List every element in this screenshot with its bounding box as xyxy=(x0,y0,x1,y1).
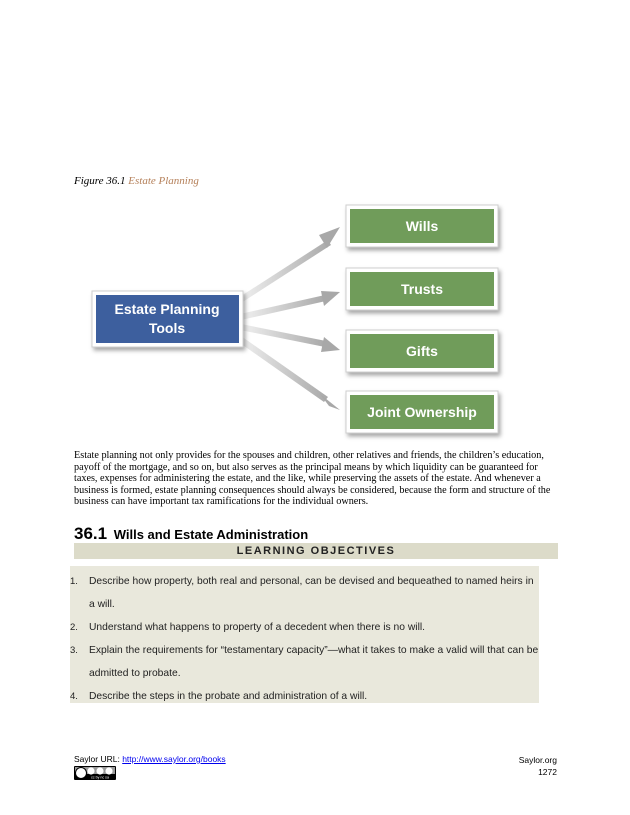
list-item-text: Describe the steps in the probate and administration of a will. xyxy=(89,691,368,702)
list-item xyxy=(70,685,539,708)
target-label-wills: Wills xyxy=(405,218,439,234)
list-item-text: Describe how property, both real and personal, can be devised and bequeathed to named heirs in a will. xyxy=(89,576,534,610)
list-item-number: 4. xyxy=(70,691,78,702)
list-item xyxy=(70,639,539,685)
footer-right xyxy=(519,754,557,778)
list-item-text: Understand what happens to property of a decedent when there is no will. xyxy=(89,622,426,633)
section-number: 36.1 xyxy=(74,524,108,543)
list-item-number: 1. xyxy=(70,576,78,587)
arrow-to-trusts xyxy=(240,291,340,320)
learning-objectives-header: LEARNING OBJECTIVES xyxy=(74,543,558,559)
list-item-number: 3. xyxy=(70,645,78,656)
list-item xyxy=(70,616,539,639)
figure-label: Figure 36.1 xyxy=(74,175,126,187)
figure-title: Estate Planning xyxy=(128,175,199,187)
target-label-joint-ownership: Joint Ownership xyxy=(367,404,477,420)
target-label-trusts: Trusts xyxy=(400,281,444,297)
source-node-label-line1: Estate Planning xyxy=(114,301,220,317)
footer-url-link[interactable]: http://www.saylor.org/books xyxy=(122,754,226,764)
section-title: Wills and Estate Administration xyxy=(113,527,309,542)
intro-paragraph: Estate planning not only provides for the spouses and children, other relatives and friends, the children’s education, payoff of the mortgage, and so on, but also serves as the principal means by which liquidity can be guaranteed for taxes, expenses for administering the estate, and the like, while preserving the assets of the estate. And whenever a business is formed, estate planning consequences should always be considered, because the form and structure of the business can have important tax ramifications for the individual owners. xyxy=(74,450,551,508)
learning-objectives-list xyxy=(70,570,539,708)
target-label-gifts: Gifts xyxy=(406,343,438,359)
list-item-number: 2. xyxy=(70,622,78,633)
list-item xyxy=(70,570,539,616)
creative-commons-license-icon xyxy=(74,766,116,780)
license-badge-text: cc by nc sa xyxy=(91,775,109,780)
footer-url-label: Saylor URL: xyxy=(74,754,120,764)
source-node xyxy=(92,291,243,347)
section-heading xyxy=(74,524,308,544)
page-number: 1272 xyxy=(538,767,557,777)
source-node-label-line2: Tools xyxy=(148,320,186,336)
footer-source xyxy=(74,754,226,764)
list-item-text: Explain the requirements for “testamentary capacity”—what it takes to make a valid will that can be admitted to probate. xyxy=(89,645,539,679)
footer-site: Saylor.org xyxy=(518,755,557,765)
